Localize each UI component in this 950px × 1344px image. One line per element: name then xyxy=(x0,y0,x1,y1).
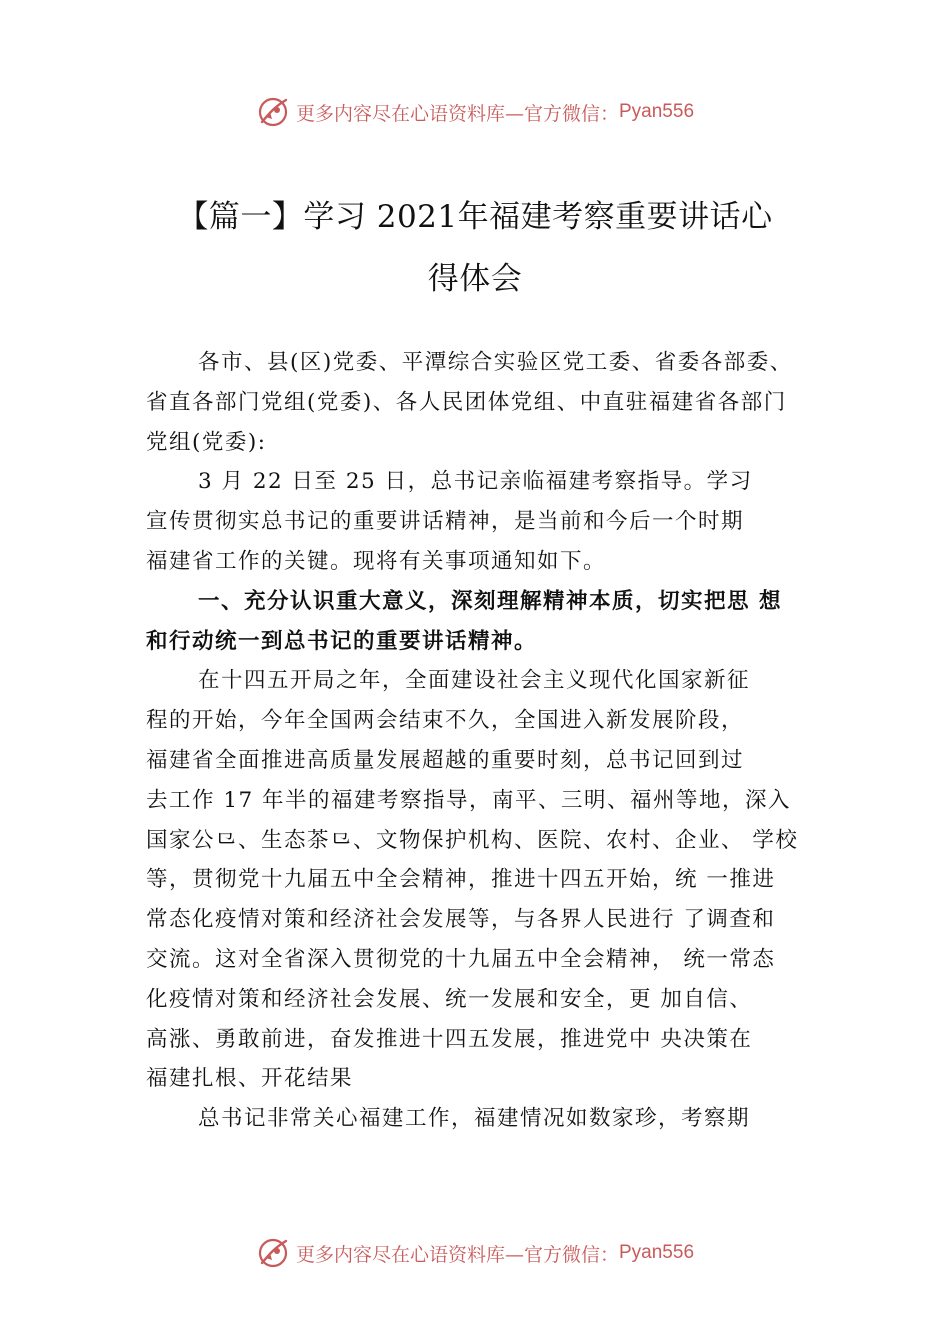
banner-wechat-id: Pyan556 xyxy=(619,1242,695,1263)
document-body xyxy=(146,343,826,1139)
text-line: 高涨、勇敢前进，奋发推进十四五发展，推进党中 央决策在 xyxy=(146,1026,753,1052)
text-line: 福建省工作的关键。现将有关事项通知如下。 xyxy=(146,548,607,574)
text-line: 常态化疫情对策和经济社会发展等，与各界人民进行 了调查和 xyxy=(146,907,776,933)
text-line: 福建省全面推进高质量发展超越的重要时刻，总书记回到过 xyxy=(146,747,745,773)
text-line: 总书记非常关心福建工作，福建情况如数家珍，考察期 xyxy=(198,1106,751,1132)
text-line: 等，贯彻党十九届五中全会精神，推进十四五开始，统 一推进 xyxy=(146,867,776,893)
title-line-1: 【篇一】学习 2021年福建考察重要讲话心 xyxy=(177,199,773,235)
text-line: 3 月 22 日至 25 日，总书记亲临福建考察指导。学习 xyxy=(198,469,753,495)
section-heading-1 xyxy=(146,582,826,662)
title-line-2: 得体会 xyxy=(427,261,523,297)
banner-text: 更多内容尽在心语资料库—官方微信： xyxy=(295,1243,619,1266)
text-line: 党组(党委): xyxy=(146,429,267,455)
heading-line: 一、充分认识重大意义，深刻理解精神本质，切实把思 想 xyxy=(198,588,782,614)
paragraph-intro xyxy=(146,462,826,581)
text-line: 省直各部门党组(党委)、各人民团体党组、中直驻福建省各部门 xyxy=(146,389,787,415)
paragraph-background xyxy=(146,661,826,1099)
text-line: 化疫情对策和经济社会发展、统一发展和安全，更 加自信、 xyxy=(146,986,753,1012)
document-title xyxy=(0,186,950,310)
text-line: 国家公⺋、生态茶⺋、文物保护机构、医院、农村、企业、 学校 xyxy=(146,827,799,853)
text-line: 程的开始，今年全国两会结束不久，全国进入新发展阶段， xyxy=(146,708,745,734)
text-line: 交流。这对全省深入贯彻党的十九届五中全会精神， 统一常态 xyxy=(146,946,776,972)
brand-logo-icon xyxy=(256,95,290,129)
paragraph-continued xyxy=(146,1099,826,1139)
text-line: 在十四五开局之年，全面建设社会主义现代化国家新征 xyxy=(198,668,751,694)
text-line: 福建扎根、开花结果 xyxy=(146,1066,354,1092)
brand-logo-icon xyxy=(256,1236,290,1270)
footer-banner xyxy=(0,1233,950,1273)
banner-text: 更多内容尽在心语资料库—官方微信： xyxy=(295,102,619,125)
banner-wechat-id: Pyan556 xyxy=(619,101,695,122)
text-line: 宣传贯彻实总书记的重要讲话精神，是当前和今后一个时期 xyxy=(146,509,745,535)
header-banner xyxy=(0,92,950,132)
heading-line: 和行动统一到总书记的重要讲话精神。 xyxy=(146,628,538,654)
text-line: 去工作 17 年半的福建考察指导，南平、三明、福州等地，深入 xyxy=(146,787,792,813)
paragraph-addressees xyxy=(146,343,826,462)
text-line: 各市、县(区)党委、平潭综合实验区党工委、省委各部委、 xyxy=(198,350,793,375)
